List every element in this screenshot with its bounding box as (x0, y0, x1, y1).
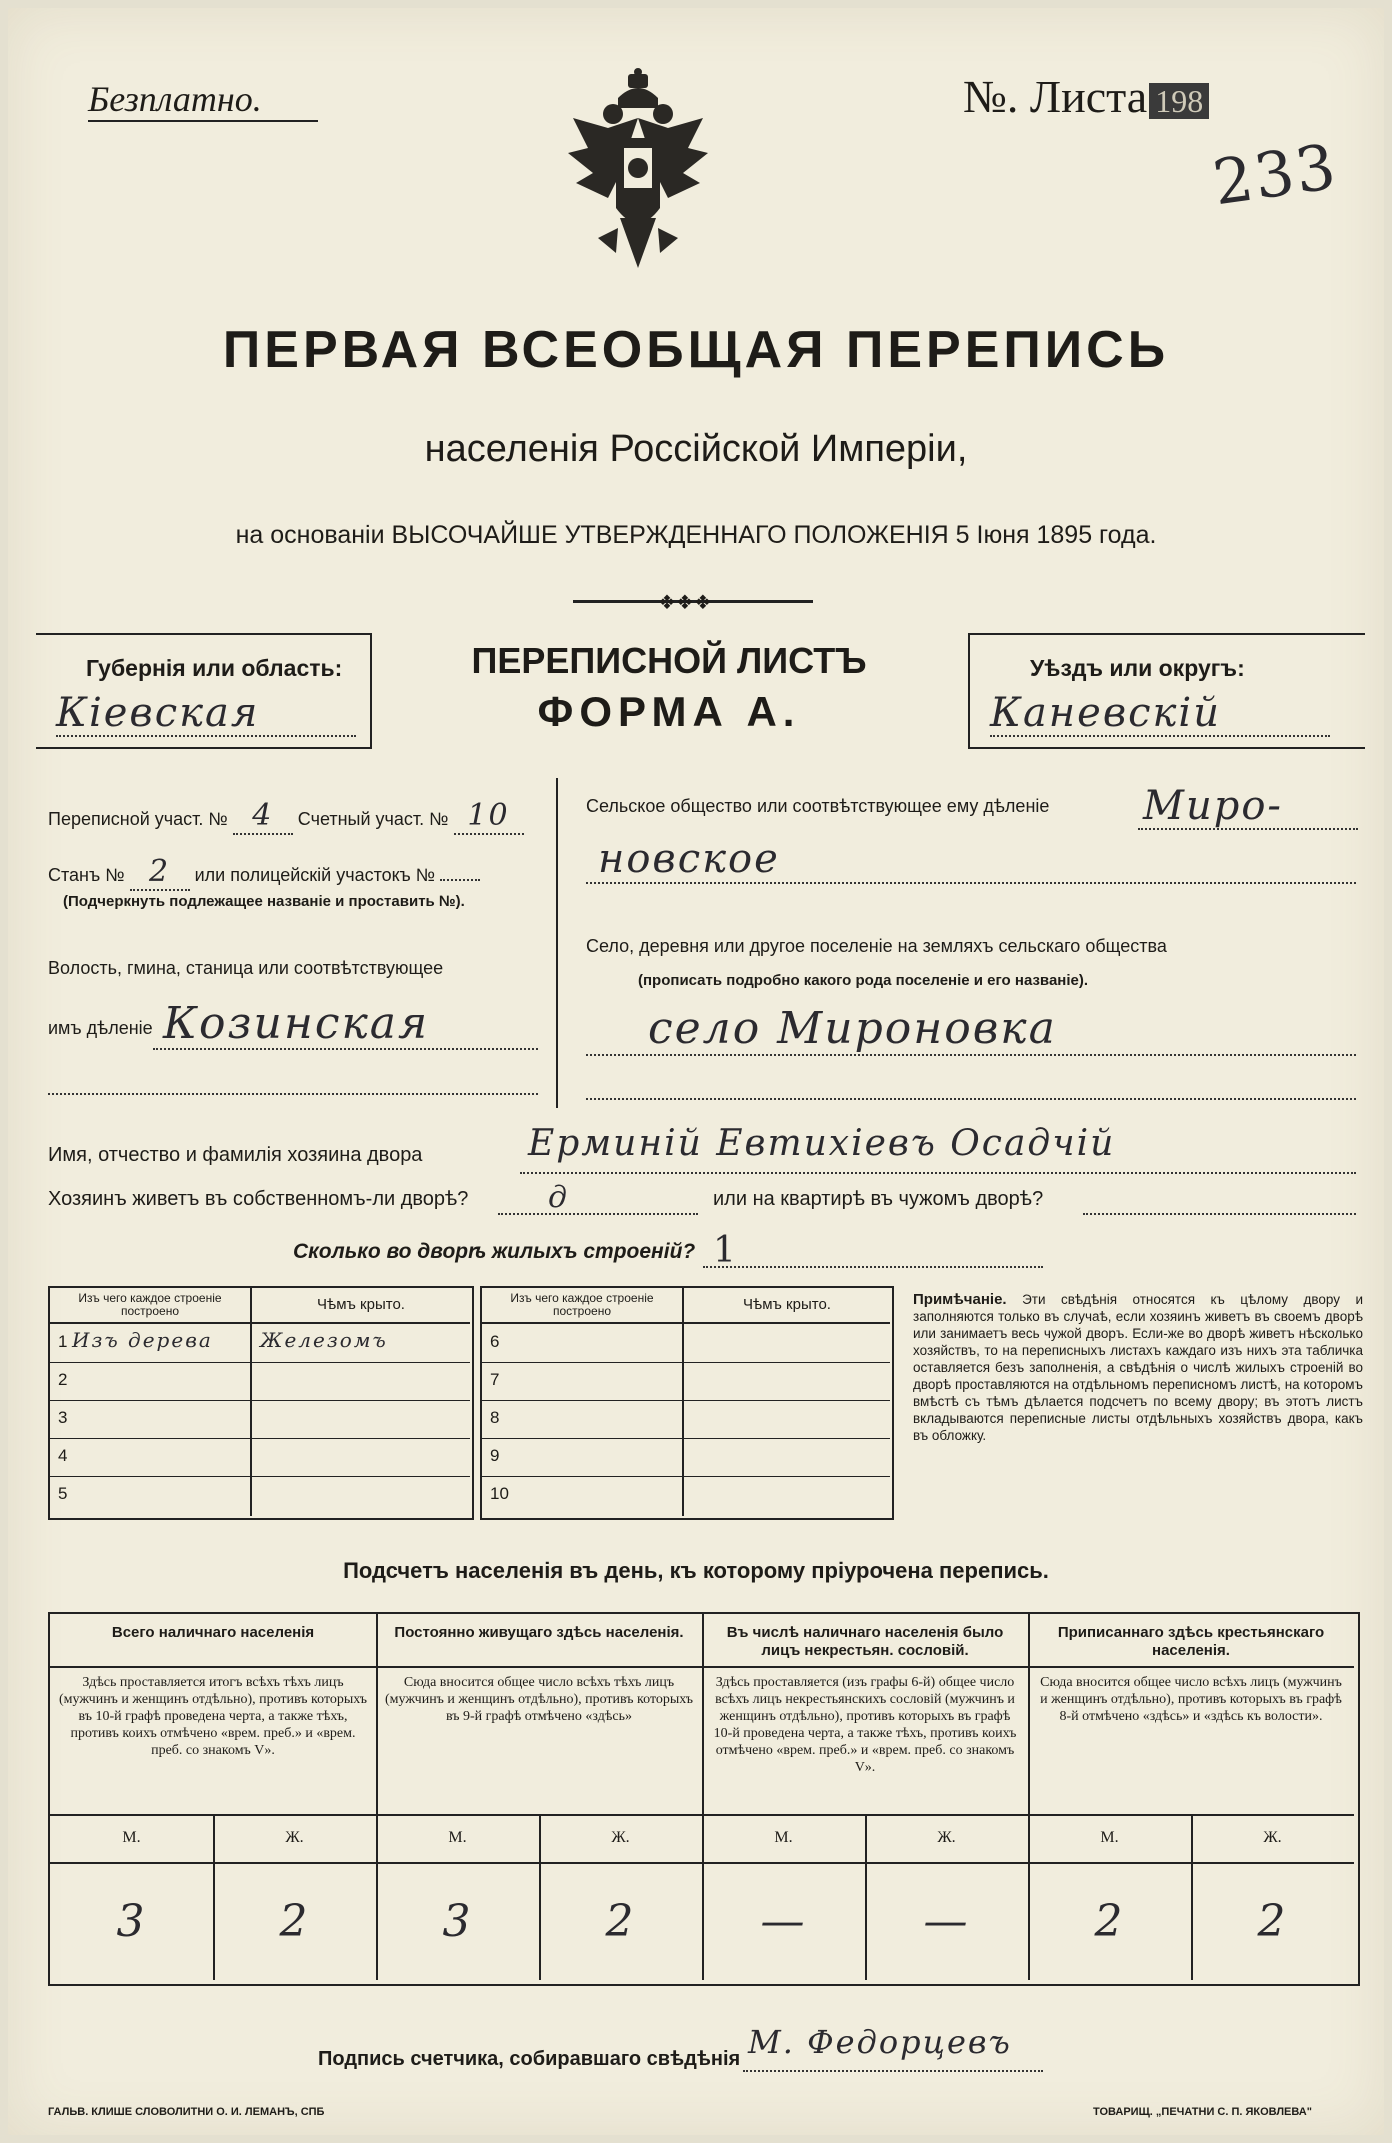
owner-lives-label: Хозяинъ живетъ въ собственномъ-ли дворѣ? (48, 1188, 469, 1210)
note-block (913, 1291, 1363, 1444)
form-subtitle: ФОРМА А. (537, 688, 801, 735)
perepisnoy-row (48, 798, 524, 835)
count-zh-value: 2 (605, 1896, 636, 1947)
stan-label: Станъ № (48, 865, 125, 885)
uezd-label: Уѣздъ или округъ: (1030, 655, 1245, 681)
count-column-title: Въ числѣ наличнаго населенія было лицъ некрестьян. сословій. (726, 1624, 1004, 1659)
sheet-number: 198 (1149, 83, 1209, 119)
owner-count-line (703, 1266, 1043, 1268)
free-label: Безплатно. (88, 79, 262, 119)
owner-name-value: Ерминій Евтихіевъ Осадчій (528, 1123, 1116, 1164)
obshchestvo-value1: Миро- (1143, 783, 1283, 829)
count-m-value: 3 (442, 1896, 473, 1947)
count-title-line (702, 1666, 1028, 1668)
building-row (50, 1362, 470, 1401)
selo-line2 (586, 1098, 1356, 1100)
count-m-value: 3 (116, 1896, 147, 1947)
sheet-label (963, 70, 1209, 123)
selo-label: Село, деревня или другое поселеніе на земляхъ сельскаго общества (586, 936, 1167, 956)
count-label-line (1028, 1862, 1354, 1864)
guberniya-value: Кіевская (56, 690, 260, 736)
count-column (376, 1614, 704, 1980)
building-row-number: 2 (58, 1370, 68, 1389)
owner-or-line (1083, 1213, 1356, 1215)
building-row-number: 5 (58, 1484, 68, 1503)
uezd-value: Каневскій (990, 690, 1221, 736)
count-zh-value: — (923, 1896, 970, 1947)
building-row (50, 1400, 470, 1439)
imperial-eagle-icon (568, 68, 708, 288)
count-zh-label: Ж. (611, 1829, 630, 1846)
count-column-desc: Здѣсь проставляется (изъ графы 6-й) общее число всѣхъ лицъ некрестьянскихъ сословій (мужчинъ и женщинъ отдѣльно), противъ которыхъ въ графѣ 10-й проведена черта, а также тѣхъ, противъ коихъ отмѣчено «врем. преб.» и «врем. преб. со знакомъ V». (713, 1675, 1017, 1775)
count-label-line (50, 1862, 376, 1864)
count-column-desc: Сюда вносится общее число всѣхъ лицъ (мужчинъ и женщинъ отдѣльно), противъ которыхъ въ графѣ 8-й отмѣчено «здѣсь» и «здѣсь къ волости». (1040, 1675, 1342, 1724)
block-divider (556, 778, 558, 1108)
owner-name-line (520, 1172, 1356, 1174)
count-column-title: Постоянно живущаго здѣсь населенія. (394, 1624, 684, 1641)
building-row-number: 4 (58, 1446, 68, 1465)
schetny-value: 10 (454, 798, 524, 835)
count-m-value: 2 (1094, 1896, 1125, 1947)
count-m-label: М. (774, 1829, 793, 1846)
perepisnoy-value: 4 (233, 798, 293, 835)
selo-value: село Мироновка (648, 1003, 1057, 1054)
buildings-table-left (48, 1286, 474, 1520)
selo-note: (прописать подробно какого рода поселеніе и его названіе). (638, 972, 1089, 989)
police-label: или полицейскій участокъ № (194, 865, 436, 885)
count-label-line (702, 1862, 1028, 1864)
count-m-label: М. (122, 1829, 141, 1846)
buildings-col1-header-right: Изъ чего каждое строеніе построено (510, 1291, 654, 1318)
free-underline (88, 120, 318, 122)
count-column-title: Приписаннаго здѣсь крестьянскаго населенія. (1057, 1624, 1325, 1659)
count-m-label: М. (448, 1829, 467, 1846)
stan-row (48, 854, 480, 891)
owner-count-label: Сколько во дворѣ жилыхъ строеній? (293, 1240, 696, 1263)
count-column (702, 1614, 1030, 1980)
count-title-line (1028, 1666, 1354, 1668)
building-row-number: 3 (58, 1408, 68, 1427)
count-column-desc: Сюда вносится общее число всѣхъ тѣхъ лицъ (мужчинъ и женщинъ отдѣльно), противъ которыхъ въ 9-й графѣ отмѣчено «здѣсь» (385, 1675, 693, 1724)
uezd-box (968, 633, 1365, 749)
underline-note: (Подчеркнуть подлежащее названіе и проставить №). (63, 893, 465, 910)
buildings-col1-header: Изъ чего каждое строеніе построено (78, 1291, 222, 1318)
building-row (482, 1400, 890, 1439)
buildings-col2-header: Чѣмъ крыто. (317, 1296, 405, 1313)
volost-line2 (48, 1093, 538, 1095)
main-title: ПЕРВАЯ ВСЕОБЩАЯ ПЕРЕПИСЬ (222, 321, 1170, 379)
building-row-number: 9 (490, 1446, 500, 1465)
count-m-value: — (760, 1896, 807, 1947)
obshchestvo-line2 (586, 882, 1356, 884)
volost-label2: имъ дѣленіе (48, 1018, 153, 1038)
guberniya-line (56, 735, 356, 737)
subtitle: населенія Россійской Имперіи, (424, 428, 968, 470)
handwritten-sheet-number: 233 (1208, 129, 1342, 220)
count-heading: Подсчетъ населенія въ день, къ которому пріурочена перепись. (343, 1558, 1049, 1583)
obshchestvo-label: Сельское общество или соотвѣтствующее ему дѣленіе (586, 796, 1050, 816)
count-title-line (376, 1666, 702, 1668)
building-row-number: 1 (58, 1332, 68, 1351)
signature-label: Подпись счетчика, собиравшаго свѣдѣнія (318, 2048, 741, 2070)
footer-right: ТОВАРИЩ. „ПЕЧАТНИ С. П. ЯКОВЛЕВА" (1093, 2106, 1312, 2118)
count-column (1028, 1614, 1354, 1980)
owner-lives-value: д (548, 1180, 570, 1215)
count-column-desc: Здѣсь проставляется итогъ всѣхъ тѣхъ лицъ (мужчинъ и женщинъ отдѣльно), противъ которыхъ въ 10-й графѣ проведена черта, а также тѣхъ, противъ коихъ отмѣчено «врем. преб.» и «врем. преб. со знакомъ V». (59, 1675, 367, 1758)
owner-lives-line (498, 1213, 698, 1215)
count-zh-value: 2 (279, 1896, 310, 1947)
guberniya-label: Губернія или область: (86, 655, 343, 681)
stan-value: 2 (130, 854, 190, 891)
count-column-title: Всего наличнаго населенія (111, 1624, 315, 1641)
count-zh-label: Ж. (937, 1829, 956, 1846)
volost-value: Козинская (163, 998, 430, 1049)
building-row (50, 1324, 470, 1363)
ornament-icon: ❖❖❖ (658, 592, 712, 614)
count-zh-value: 2 (1257, 1896, 1288, 1947)
building-row (50, 1438, 470, 1477)
building-row (482, 1324, 890, 1363)
volost-label: Волость, гмина, станица или соотвѣтствующее (48, 958, 444, 978)
uezd-line (990, 735, 1330, 737)
sheet-label-text: №. Листа (963, 71, 1148, 122)
buildings-table-right (480, 1286, 894, 1520)
building-row (50, 1476, 470, 1514)
schetny-label: Счетный участ. № (297, 809, 449, 829)
signature-line (743, 2070, 1043, 2072)
perepisnoy-label: Переписной участ. № (48, 809, 228, 829)
note-label: Примѣчаніе. (913, 1291, 1007, 1308)
buildings-col2-header-right: Чѣмъ крыто. (743, 1296, 831, 1313)
count-label-line (376, 1862, 702, 1864)
owner-or-label: или на квартирѣ въ чужомъ дворѣ? (713, 1188, 1044, 1210)
owner-count-value: 1 (713, 1230, 738, 1271)
building-row (482, 1362, 890, 1401)
note-text: Эти свѣдѣнія относятся къ цѣлому двору и заполняются только въ случаѣ, если хозяинъ живетъ въ своемъ дворѣ или занимаетъ весь чужой дворъ. Если-же во дворѣ живетъ нѣсколько хозяйствъ, то на переписныхъ листахъ каждаго изъ нихъ эта табличка оставляется безъ заполненія, а свѣдѣнія о числѣ жилыхъ строеній во дворѣ проставляются на отдѣльномъ переписномъ листѣ, на которомъ вмѣстѣ съ тѣмъ дѣлается подсчетъ по всему двору; въ этотъ листъ вкладываются переписные листы отдѣльныхъ хозяйствъ двора, какъ въ обложку. (913, 1292, 1363, 1443)
count-table (48, 1612, 1360, 1986)
selo-line (586, 1054, 1356, 1056)
building-row-number: 7 (490, 1370, 500, 1389)
footer-left: ГАЛЬВ. КЛИШЕ СЛОВОЛИТНИ О. И. ЛЕМАНЪ, СПБ (48, 2106, 325, 2118)
building-row (482, 1438, 890, 1477)
census-sheet (8, 8, 1384, 2135)
guberniya-box (36, 633, 372, 749)
volost-line (153, 1048, 538, 1050)
building-row (482, 1476, 890, 1514)
count-zh-label: Ж. (285, 1829, 304, 1846)
form-title: ПЕРЕПИСНОЙ ЛИСТЪ (471, 640, 867, 681)
count-column (50, 1614, 378, 1980)
count-m-label: М. (1100, 1829, 1119, 1846)
signature-value: М. Федорцевъ (748, 2023, 1012, 2061)
count-title-line (50, 1666, 376, 1668)
building-row-number: 10 (490, 1484, 509, 1503)
building-row-number: 6 (490, 1332, 500, 1351)
obshchestvo-value2: новское (598, 836, 780, 882)
building-row-material: Изъ дерева (72, 1328, 213, 1352)
police-line (440, 879, 480, 881)
building-row-number: 8 (490, 1408, 500, 1427)
count-zh-label: Ж. (1263, 1829, 1282, 1846)
obshchestvo-line1 (1138, 828, 1358, 830)
owner-name-label: Имя, отчество и фамилія хозяина двора (48, 1144, 423, 1166)
regulation-line: на основаніи ВЫСОЧАЙШЕ УТВЕРЖДЕННАГО ПОЛОЖЕНІЯ 5 Іюня 1895 года. (235, 521, 1157, 549)
building-row-roof: Железомъ (260, 1328, 388, 1352)
